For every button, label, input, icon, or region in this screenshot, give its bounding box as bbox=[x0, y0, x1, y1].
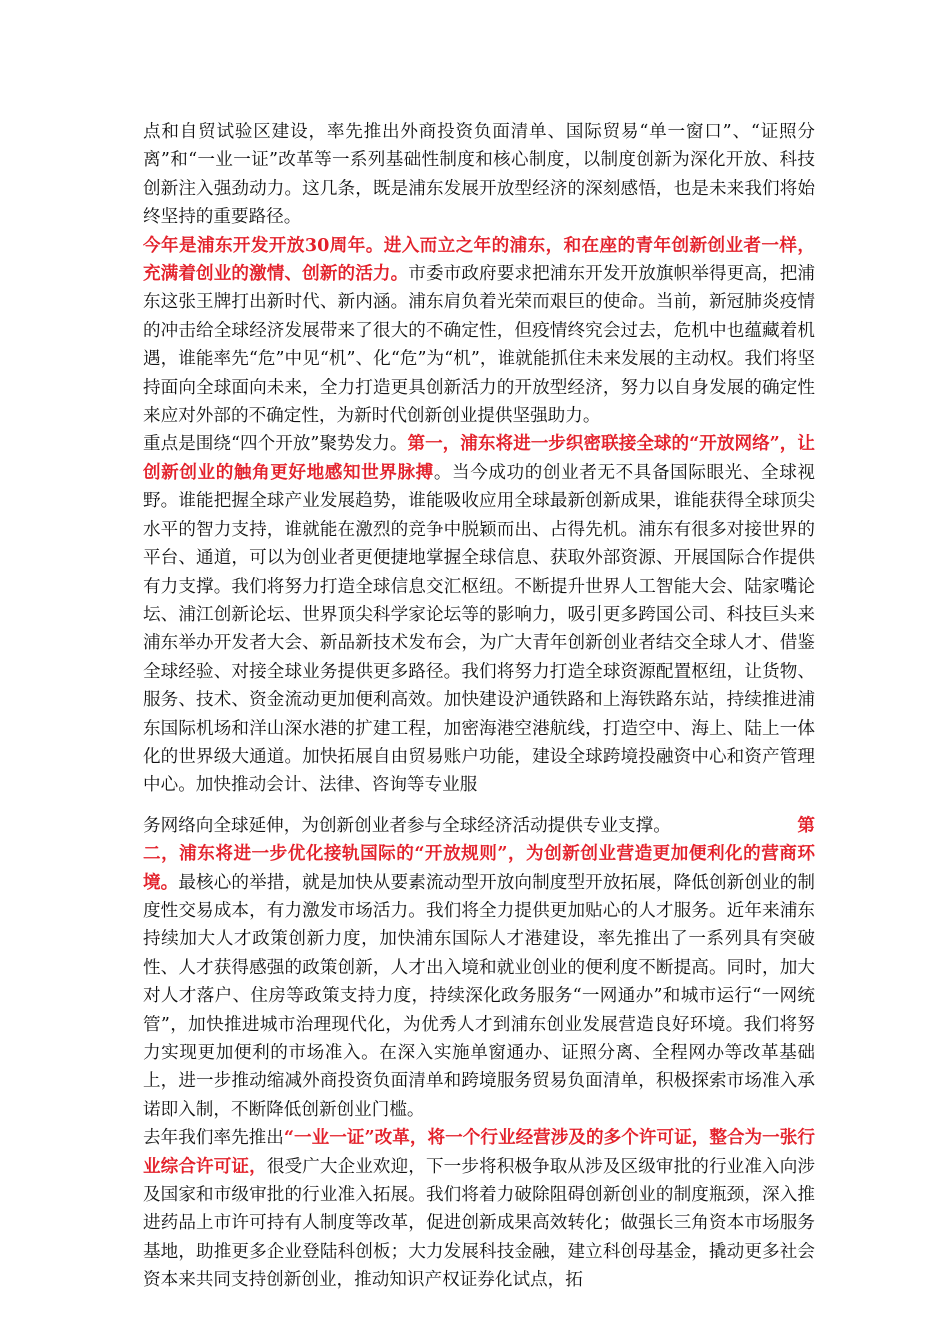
paragraph-3-highlight: 第一，浦东将进一步织密联接全球的“开放网络”，让创新创业的触角更好地感知世界脉搏 bbox=[143, 433, 815, 483]
paragraph-4 bbox=[143, 812, 815, 1124]
paragraph-2-text: 市委市政府要求把浦东开发开放旗帜举得更高，把浦东这张王牌打出新时代、新内涵。浦东肩负着光荣而艰巨的使命。当前，新冠肺炎疫情的冲击给全球经济发展带来了很大的不确定性，但疫情终究会过去，危机中也蕴藏着机遇，谁能率先“危”中见“机”、化“危”为“机”，谁就能抓住未来发展的主动权。我们将坚持面向全球面向未来，全力打造更具创新活力的开放型经济，努力以自身发展的确定性来应对外部的不确定性，为新时代创新创业提供坚强助力。 bbox=[143, 264, 815, 427]
document-body bbox=[143, 118, 815, 1295]
paragraph-4-highlight-b: 二，浦东将进一步优化接轨国际的“开放规则”，为创新创业营造更加便利化的营商环境。 bbox=[143, 843, 815, 893]
paragraph-4-highlight-a: 第 bbox=[797, 814, 815, 836]
paragraph-4-text-b: 最核心的举措，就是加快从要素流动型开放向制度型开放拓展，降低创新创业的制度性交易成本，有力激发市场活力。我们将全力提供更加贴心的人才服务。近年来浦东持续加大人才政策创新力度，加快浦东国际人才港建设，率先推出了一系列具有突破性、人才获得感强的政策创新，人才出入境和就业创业的便利度不断提高。同时，加大对人才落户、住房等政策支持力度，持续深化政务服务“一网通办”和城市运行“一网统管”，加快推进城市治理现代化，为优秀人才到浦东创业发展营造良好环境。我们将努力实现更加便利的市场准入。在深入实施单窗通办、证照分离、全程网办等改革基础上，进一步推动缩减外商投资负面清单和跨境服务贸易负面清单，积极探索市场准入承诺即入制，不断降低创新创业门槛。 bbox=[143, 872, 815, 1120]
paragraph-5-highlight: “一业一证”改革，将一个行业经营涉及的多个许可证，整合为一张行业综合许可证， bbox=[143, 1127, 815, 1177]
paragraph-1-text: 点和自贸试验区建设，率先推出外商投资负面清单、国际贸易“单一窗口”、“证照分离”和“一业一证”改革等一系列基础性制度和核心制度，以制度创新为深化开放、科技创新注入强劲动力。这几条，既是浦东发展开放型经济的深刻感悟，也是未来我们将始终坚持的重要路径。 bbox=[143, 122, 815, 228]
paragraph-5-text: 很受广大企业欢迎，下一步将积极争取从涉及区级审批的行业准入向涉及国家和市级审批的行业准入拓展。我们将着力破除阻碍创新创业的制度瓶颈，深入推进药品上市许可持有人制度等改革，促进创新成果高效转化；做强长三角资本市场服务基地，助推更多企业登陆科创板；大力发展科技金融，建立科创母基金，撬动更多社会资本来共同支持创新创业，推动知识产权证券化试点，拓 bbox=[143, 1156, 815, 1291]
paragraph-gap bbox=[143, 800, 815, 812]
paragraph-2-highlight: 今年是浦东开发开放30周年。进入而立之年的浦东，和在座的青年创新创业者一样，充满着创业的激情、创新的活力。 bbox=[143, 234, 815, 285]
paragraph-3-lead: 重点是围绕“四个开放”聚势发力。 bbox=[143, 434, 408, 455]
paragraph-1 bbox=[143, 118, 815, 232]
paragraph-5-lead: 去年我们率先推出 bbox=[143, 1128, 284, 1149]
paragraph-5 bbox=[143, 1124, 815, 1294]
paragraph-3-text: 。当今成功的创业者无不具备国际眼光、全球视野。谁能把握全球产业发展趋势，谁能吸收应用全球最新创新成果，谁能获得全球顶尖水平的智力支持，谁就能在激烈的竞争中脱颖而出、占得先机。浦东有很多对接世界的平台、通道，可以为创业者更便捷地掌握全球信息、获取外部资源、开展国际合作提供有力支撑。我们将努力打造全球信息交汇枢纽。不断提升世界人工智能大会、陆家嘴论坛、浦江创新论坛、世界顶尖科学家论坛等的影响力，吸引更多跨国公司、科技巨头来浦东举办开发者大会、新品新技术发布会，为广大青年创新创业者结交全球人才、借鉴全球经验、对接全球业务提供更多路径。我们将努力打造全球资源配置枢纽，让货物、服务、技术、资金流动更加便利高效。加快建设沪通铁路和上海铁路东站，持续推进浦东国际机场和洋山深水港的扩建工程，加密海港空港航线，打造空中、海上、陆上一体化的世界级大通道。加快拓展自由贸易账户功能，建设全球跨境投融资中心和资产管理中心。加快推动会计、法律、咨询等专业服 bbox=[143, 462, 815, 796]
paragraph-2 bbox=[143, 232, 815, 431]
paragraph-3 bbox=[143, 430, 815, 799]
paragraph-4-text: 务网络向全球延伸，为创新创业者参与全球经济活动提供专业支撑。 bbox=[143, 815, 671, 836]
